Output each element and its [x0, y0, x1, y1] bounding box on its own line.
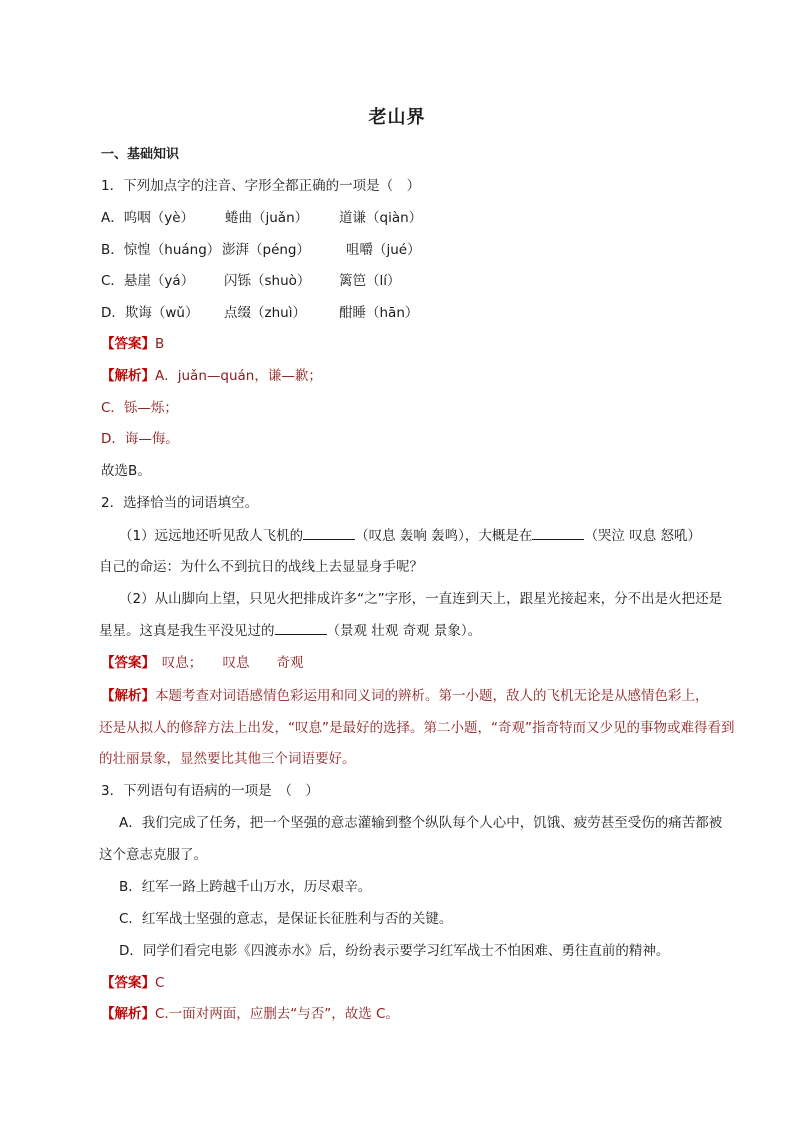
- q1-option-a: A．呜咽（yè） 蜷曲（juǎn） 道谦（qiàn）: [101, 210, 423, 226]
- q1-analysis-line: D．诲—侮。: [101, 431, 179, 447]
- q1-analysis: 【解析】A．juǎn—quán，谦—歉；: [101, 368, 322, 384]
- q3-option-b: B．红军一路上跨越千山万水，历尽艰辛。: [119, 879, 372, 895]
- section-heading: 一、基础知识: [101, 147, 180, 162]
- q3-option-a: A．我们完成了任务，把一个坚强的意志灌输到整个纵队每个人心中，饥饿、疲劳甚至受伤的痛苦都被: [119, 815, 723, 831]
- q1-option-b: B．惊惶（huáng） 澎湃（péng） 咀嚼（jué）: [101, 242, 421, 258]
- q1-option-d: D．欺诲（wǔ） 点缀（zhuì） 酣睡（hān）: [101, 305, 419, 321]
- fill-blank: [303, 527, 355, 540]
- page-title: 老山界: [368, 107, 426, 128]
- q2-analysis-line: 还是从拟人的修辞方法上出发，“叹息”是最好的选择。第二小题，“奇观”指奇特而又少见的事物或难得看到: [99, 720, 735, 736]
- q2-answer: 【答案】 叹息； 叹息 奇观: [101, 655, 304, 671]
- q2-stem: 2．选择恰当的词语填空。: [101, 495, 259, 511]
- q2-part2: （2）从山脚向上望，只见火把排成许多“之”字形，一直连到天上，跟星光接起来，分不出是火把还是: [119, 591, 723, 607]
- q2-part1: （1）远远地还听见敌人飞机的 （叹息 轰响 轰鸣），大概是在 （哭泣 叹息 怒吼）: [119, 528, 702, 544]
- q3-stem: 3．下列语句有语病的一项是 （ ）: [101, 783, 319, 799]
- q1-option-c: C．悬崖（yá） 闪铄（shuò） 篱笆（lí）: [101, 273, 401, 289]
- q2-part1-cont: 自己的命运：为什么不到抗日的战线上去显显身手呢？: [99, 559, 423, 575]
- q2-analysis: 【解析】本题考查对词语感情色彩运用和同义词的辨析。第一小题，敌人的飞机无论是从感情色彩上，: [101, 688, 709, 704]
- q2-analysis-line: 的壮丽景象，显然要比其他三个词语要好。: [99, 751, 356, 767]
- fill-blank: [275, 622, 327, 635]
- q2-part2-cont: 星星。这真是我生平没见过的 （景观 壮观 奇观 景象）。: [99, 623, 482, 639]
- q1-answer: 【答案】B: [101, 336, 165, 352]
- q3-answer: 【答案】C: [101, 975, 165, 991]
- q3-analysis: 【解析】C.一面对两面，应删去“与否”，故选 C。: [101, 1006, 399, 1022]
- fill-blank: [532, 527, 584, 540]
- q1-conclusion: 故选B。: [101, 463, 151, 479]
- q3-option-d: D．同学们看完电影《四渡赤水》后，纷纷表示要学习红军战士不怕困难、勇往直前的精神。: [119, 943, 670, 959]
- q3-option-c: C．红军战士坚强的意志，是保证长征胜利与否的关键。: [119, 911, 453, 927]
- q3-option-a-cont: 这个意志克服了。: [99, 847, 207, 863]
- q1-stem: 1．下列加点字的注音、字形全都正确的一项是（ ）: [101, 178, 421, 194]
- q1-analysis-line: C．铄—烁；: [101, 400, 178, 416]
